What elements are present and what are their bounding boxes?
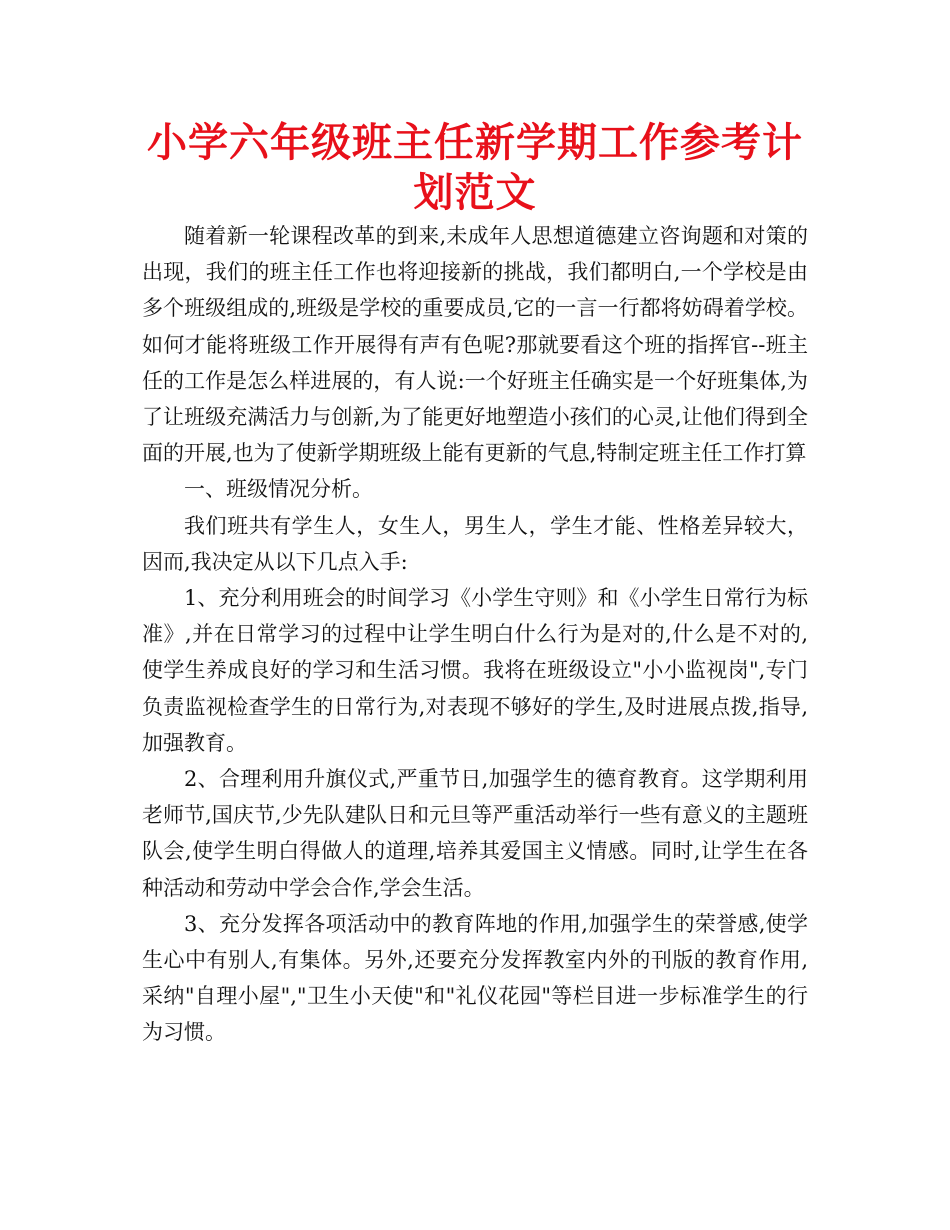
list-item-2: 2、合理利用升旗仪式,严重节日,加强学生的德育教育。这学期利用老师节,国庆节,少先队建队日和元旦等严重活动举行一些有意义的主题班队会,使学生明白得做人的道理,培养其爱国主义情感。同时,让学生在各种活动和劳动中学会合作,学会生活。	[142, 767, 808, 900]
document-body	[142, 218, 808, 1051]
section-heading-class-analysis: 一、班级情况分析。	[184, 477, 373, 502]
document-title: 小学六年级班主任新学期工作参考计划范文	[147, 119, 803, 216]
list-item-1: 1、充分利用班会的时间学习《小学生守则》和《小学生日常行为标准》,并在日常学习的过程中让学生明白什么行为是对的,什么是不对的,使学生养成良好的学习和生活习惯。我将在班级设立"小小监视岗",专门负责监视检查学生的日常行为,对表现不够好的学生,及时进展点拨,指导,加强教育。	[142, 586, 808, 755]
paragraph-intro: 随着新一轮课程改革的到来,未成年人思想道德建立咨询题和对策的出现，我们的班主任工作也将迎接新的挑战，我们都明白,一个学校是由多个班级组成的,班级是学校的重要成员,它的一言一行都将妨碍着学校。如何才能将班级工作开展得有声有色呢?那就要看这个班的指挥官--班主任的工作是怎么样进展的，有人说:一个好班主任确实是一个好班集体,为了让班级充满活力与创新,为了能更好地塑造小孩们的心灵,让他们得到全面的开展,也为了使新学期班级上能有更新的气息,特制定班主任工作打算	[142, 224, 808, 466]
paragraph-class-overview: 我们班共有学生人，女生人，男生人，学生才能、性格差异较大，因而,我决定从以下几点入手:	[142, 513, 808, 574]
list-item-3: 3、充分发挥各项活动中的教育阵地的作用,加强学生的荣誉感,使学生心中有别人,有集体。另外,还要充分发挥教室内外的刊版的教育作用,采纳"自理小屋","卫生小天使"和"礼仪花园"等栏目进一步标准学生的行为习惯。	[142, 911, 808, 1045]
